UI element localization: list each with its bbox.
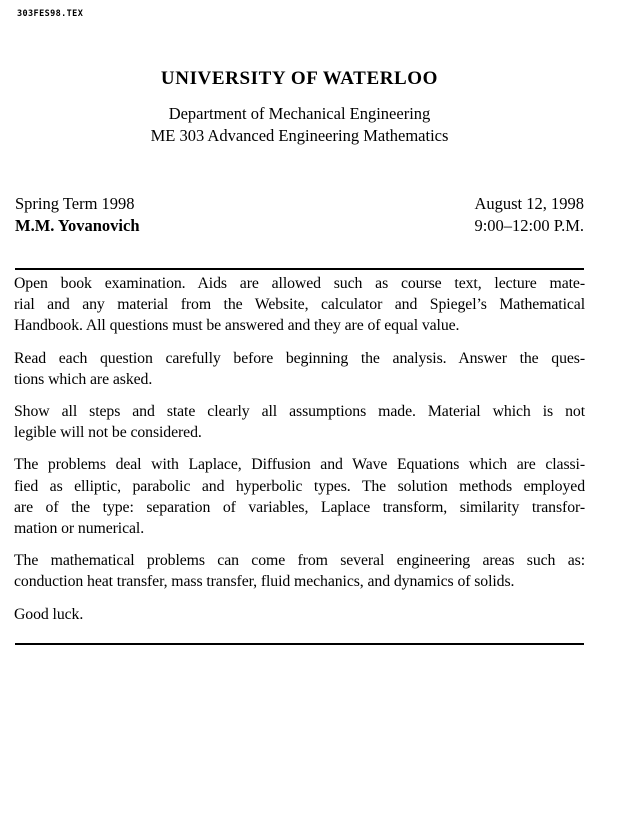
exam-info-left: [15, 193, 140, 236]
text-line: tions which are asked.: [14, 370, 153, 388]
paragraph: [14, 604, 585, 625]
text-line: are of the type: separation of variables, Laplace transform, similarity transfor-: [14, 498, 585, 516]
exam-time: 9:00–12:00 P.M.: [474, 215, 584, 235]
exam-info-right: [474, 193, 584, 236]
paragraph: [14, 273, 585, 337]
instructor-name: M.M. Yovanovich: [15, 215, 140, 235]
filename-label: 303FES98.TEX: [17, 9, 84, 19]
paragraph: [14, 348, 585, 390]
course-name: ME 303 Advanced Engineering Mathematics: [150, 125, 449, 145]
paragraph: [14, 401, 585, 443]
paragraph: [14, 454, 585, 539]
document-header: [15, 69, 584, 146]
text-line: fied as elliptic, parabolic and hyperbolic types. The solution methods employed: [14, 477, 585, 495]
text-line: Good luck.: [14, 605, 84, 623]
university-title: UNIVERSITY OF WATERLOO: [160, 68, 439, 89]
exam-date: August 12, 1998: [474, 194, 584, 213]
text-line: Show all steps and state clearly all assumptions made. Material which is not: [14, 403, 585, 421]
text-line: legible will not be considered.: [14, 424, 202, 442]
text-line: conduction heat transfer, mass transfer, fluid mechanics, and dynamics of solids.: [14, 573, 515, 591]
term-label: Spring Term 1998: [15, 194, 135, 213]
text-line: Handbook. All questions must be answered and they are of equal value.: [14, 317, 460, 335]
paragraph: [14, 550, 585, 592]
text-line: The problems deal with Laplace, Diffusion and Wave Equations which are classi-: [14, 456, 585, 474]
exam-instructions: [14, 273, 585, 636]
text-line: Open book examination. Aids are allowed such as course text, lecture mate-: [14, 275, 585, 292]
text-line: mation or numerical.: [14, 520, 145, 538]
bottom-divider: [15, 643, 584, 645]
text-line: The mathematical problems can come from several engineering areas such as:: [14, 552, 585, 570]
text-line: Read each question carefully before beginning the analysis. Answer the ques-: [14, 349, 585, 367]
exam-info-block: [15, 193, 584, 236]
text-line: rial and any material from the Website, calculator and Spiegel’s Mathematical: [14, 296, 585, 314]
department-name: Department of Mechanical Engineering: [168, 104, 431, 123]
top-divider: [15, 268, 584, 270]
